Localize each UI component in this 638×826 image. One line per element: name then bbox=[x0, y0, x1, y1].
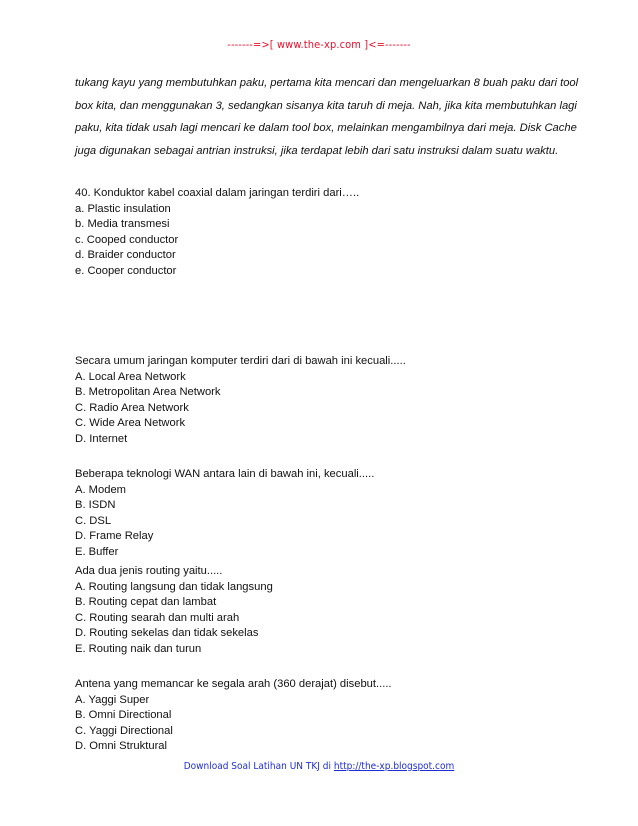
question-text: Antena yang memancar ke segala arah (360 derajat) disebut..... bbox=[75, 678, 392, 690]
answer-option: A. Local Area Network bbox=[75, 370, 186, 383]
answer-option: E. Buffer bbox=[75, 545, 119, 558]
question-block-network-types bbox=[75, 354, 575, 448]
answer-option: B. Omni Directional bbox=[75, 709, 172, 722]
question-text: 40. Konduktor kabel coaxial dalam jaringan terdiri dari….. bbox=[75, 187, 360, 199]
answer-option: e. Cooper conductor bbox=[75, 264, 177, 277]
answer-option: C. Routing searah dan multi arah bbox=[75, 611, 240, 624]
intro-line: paku, kita tidak usah lagi mencari ke dalam tool box, melainkan mengambilnya dari meja. Disk Cache bbox=[75, 122, 577, 134]
answer-option: C. Yaggi Directional bbox=[75, 724, 173, 737]
answer-option: b. Media transmesi bbox=[75, 218, 170, 231]
question-block-40 bbox=[75, 186, 575, 280]
answer-option: d. Braider conductor bbox=[75, 249, 176, 262]
answer-option: B. Routing cepat dan lambat bbox=[75, 596, 217, 609]
answer-option: a. Plastic insulation bbox=[75, 202, 171, 215]
question-block-wan bbox=[75, 467, 575, 561]
intro-paragraph bbox=[75, 72, 579, 162]
answer-option: C. Wide Area Network bbox=[75, 417, 186, 430]
answer-option: B. Metropolitan Area Network bbox=[75, 386, 221, 399]
answer-option: D. Frame Relay bbox=[75, 530, 154, 543]
answer-option: C. Radio Area Network bbox=[75, 401, 189, 414]
footer-blog-link[interactable]: http://the-xp.blogspot.com bbox=[333, 761, 455, 772]
question-text: Beberapa teknologi WAN antara lain di bawah ini, kecuali..... bbox=[75, 468, 375, 480]
question-text: Ada dua jenis routing yaitu..... bbox=[75, 565, 223, 577]
question-block-routing bbox=[75, 564, 575, 658]
answer-option: D. Internet bbox=[75, 432, 128, 445]
answer-option: C. DSL bbox=[75, 514, 112, 527]
intro-line: juga digunakan sebagai antrian instruksi, jika terdapat lebih dari satu instruksi dalam suatu waktu. bbox=[75, 144, 559, 157]
answer-option: B. ISDN bbox=[75, 499, 116, 512]
page-header: -------=>[ www.the-xp.com ]<=------- bbox=[227, 38, 411, 51]
answer-option: A. Yaggi Super bbox=[75, 693, 150, 706]
intro-line: tukang kayu yang membutuhkan paku, pertama kita mencari dan mengeluarkan 8 buah paku dari tool bbox=[75, 77, 579, 89]
answer-option: D. Omni Struktural bbox=[75, 740, 168, 753]
page-footer bbox=[0, 761, 638, 772]
answer-option: A. Modem bbox=[75, 483, 126, 496]
footer-text: Download Soal Latihan UN TKJ di bbox=[183, 761, 334, 772]
answer-option: D. Routing sekelas dan tidak sekelas bbox=[75, 627, 259, 640]
answer-option: E. Routing naik dan turun bbox=[75, 642, 202, 655]
answer-option: A. Routing langsung dan tidak langsung bbox=[75, 580, 273, 593]
intro-line: box kita, dan menggunakan 3, sedangkan sisanya kita taruh di meja. Nah, jika kita membutuhkan lagi bbox=[75, 99, 577, 112]
question-text: Secara umum jaringan komputer terdiri dari di bawah ini kecuali..... bbox=[75, 355, 406, 367]
answer-option: c. Cooped conductor bbox=[75, 233, 179, 246]
question-block-antenna bbox=[75, 677, 575, 755]
